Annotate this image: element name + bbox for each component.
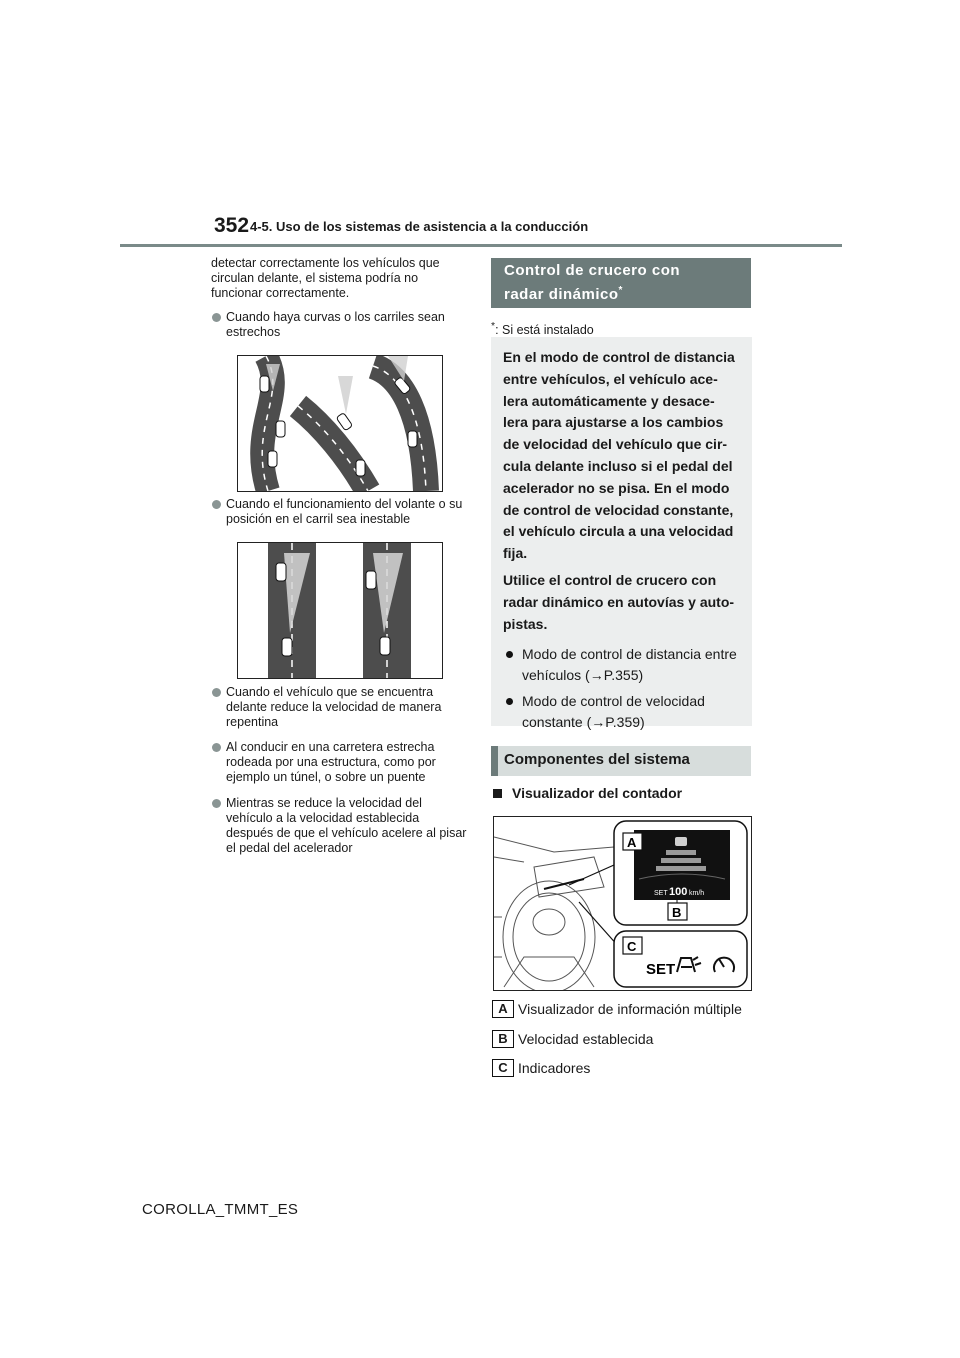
info-line: de velocidad del vehículo que cir- [503, 436, 728, 453]
bullet-text: Cuando el funcionamiento del volante o su posición en el carril sea inestable [226, 497, 463, 526]
set-speed-value: 100 [669, 886, 688, 898]
legend-row-c [492, 1059, 590, 1077]
bullet-dot [506, 651, 513, 658]
set-indicator-icon: SET [646, 961, 676, 978]
info-line: de control de velocidad constante, [503, 501, 734, 518]
title-footnote-mark: * [618, 285, 623, 296]
info-line: Utilice el control de crucero con [503, 571, 717, 588]
mode-line: Modo de control de distancia entre [522, 646, 737, 663]
info-line: lera para ajustarse a los cambios [503, 414, 724, 431]
legend-row-b [492, 1030, 653, 1048]
callout-c: C [627, 939, 637, 954]
info-line: radar dinámico en autovías y auto- [503, 593, 735, 610]
bullet-decelerating [212, 796, 468, 856]
bullet-dot [212, 500, 221, 509]
section-title-box [491, 258, 751, 308]
bullet-dot [212, 688, 221, 697]
info-line: fija. [503, 545, 528, 562]
bullet-text: Cuando haya curvas o los carriles sean estrechos [226, 310, 445, 339]
callout-a: A [627, 835, 637, 850]
info-line: el vehículo circula a una velocidad [503, 523, 734, 540]
curves-illustration [237, 355, 443, 492]
lane-instability-illustration [237, 542, 443, 679]
info-line: entre vehículos, el vehículo ace- [503, 370, 718, 387]
bullet-dot [506, 698, 513, 705]
info-line: lera automáticamente y desace- [503, 392, 715, 409]
sub-heading-text: Visualizador del contador [512, 785, 683, 801]
bullet-text: Cuando el vehículo que se encuentra delante reduce la velocidad de manera repentina [226, 685, 442, 729]
sub-heading [493, 785, 682, 801]
legend-text: Indicadores [518, 1060, 591, 1076]
set-small-text: SET [654, 890, 668, 897]
footnote [491, 321, 594, 337]
info-line: acelerador no se pisa. En el modo [503, 479, 730, 496]
header-rule [120, 244, 842, 247]
intro-paragraph: detectar correctamente los vehículos que circulan delante, el sistema podría no funcionar correctamente. [211, 256, 440, 300]
legend-label-c: C [492, 1059, 514, 1077]
footnote-text: : Si está instalado [495, 323, 594, 338]
bullet-sudden-slowdown [212, 685, 468, 730]
section-title-line1: Control de crucero con [504, 262, 681, 279]
mode-distance-item [503, 644, 742, 686]
set-speed-unit: km/h [689, 890, 705, 897]
section-header: 4-5. Uso de los sistemas de asistencia a la conducción [250, 219, 589, 234]
mode-line: Modo de control de velocidad [522, 693, 705, 710]
legend-label-a: A [492, 1000, 514, 1018]
section-title-line2: radar dinámico [504, 286, 619, 303]
bullet-text: Al conducir en una carretera estrecha rodeada por una estructura, como por ejemplo un túnel, o sobre un puente [226, 740, 436, 784]
info-line: En el modo de control de distancia [503, 349, 735, 365]
bullet-steering [212, 497, 468, 527]
callout-b: B [672, 905, 682, 920]
info-line: cula delante incluso si el pedal del [503, 457, 733, 474]
bullet-dot [212, 799, 221, 808]
square-bullet-icon [493, 789, 502, 798]
bullet-dot [212, 313, 221, 322]
bullet-narrow-road [212, 740, 468, 785]
footnote-mark: * [491, 321, 496, 332]
page-number: 352 [214, 214, 250, 237]
meter-display-diagram [493, 816, 752, 991]
info-line: pistas. [503, 615, 548, 632]
document-id: COROLLA_TMMT_ES [142, 1201, 299, 1218]
bullet-text: Mientras se reduce la velocidad del vehículo a la velocidad establecida después de que el vehículo acelere al pisar el pedal del acelerador [226, 796, 467, 855]
components-title: Componentes del sistema [491, 746, 751, 776]
mode-ref-link[interactable]: vehículos (→P.355) [522, 667, 644, 684]
legend-row-a [492, 1000, 742, 1018]
legend-text: Velocidad establecida [518, 1031, 654, 1047]
bullet-curves [212, 310, 466, 340]
legend-label-b: B [492, 1030, 514, 1048]
legend-text: Visualizador de información múltiple [518, 1001, 742, 1017]
mode-constant-item [503, 691, 742, 733]
info-box [491, 337, 752, 731]
mode-ref-link[interactable]: constante (→P.359) [522, 714, 645, 731]
bullet-dot [212, 743, 221, 752]
